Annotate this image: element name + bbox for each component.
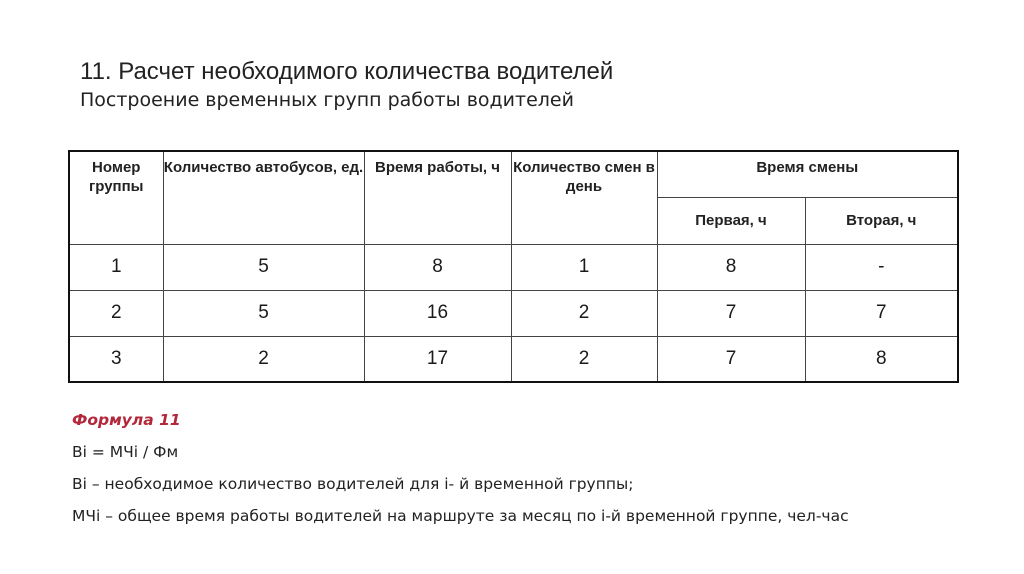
header-shift-time: Время смены — [657, 151, 958, 197]
header-group-number: Номер группы — [69, 151, 163, 244]
table-row — [69, 336, 958, 382]
header-shift-count: Количество смен в день — [511, 151, 657, 244]
header-bus-count: Количество автобусов, ед. — [163, 151, 364, 244]
table-row — [69, 290, 958, 336]
cell-group: 1 — [69, 244, 163, 290]
header-work-time: Время работы, ч — [364, 151, 511, 244]
table-row — [69, 244, 958, 290]
cell-first-shift: 8 — [657, 244, 805, 290]
driver-groups-table — [68, 150, 959, 383]
cell-buses: 2 — [163, 336, 364, 382]
cell-shifts: 2 — [511, 336, 657, 382]
cell-shifts: 1 — [511, 244, 657, 290]
formula-label: Формула 11 — [72, 411, 181, 429]
formula-notes — [72, 409, 849, 537]
cell-second-shift: - — [805, 244, 958, 290]
cell-second-shift: 8 — [805, 336, 958, 382]
cell-shifts: 2 — [511, 290, 657, 336]
formula-expression: Вi = МЧi / Фм — [72, 443, 179, 461]
header-first-shift: Первая, ч — [657, 197, 805, 244]
cell-work-time: 17 — [364, 336, 511, 382]
definition-b: Вi – необходимое количество водителей для i- й временной группы; — [72, 475, 634, 493]
cell-group: 3 — [69, 336, 163, 382]
cell-work-time: 8 — [364, 244, 511, 290]
cell-first-shift: 7 — [657, 336, 805, 382]
cell-work-time: 16 — [364, 290, 511, 336]
cell-buses: 5 — [163, 244, 364, 290]
cell-buses: 5 — [163, 290, 364, 336]
cell-first-shift: 7 — [657, 290, 805, 336]
slide-title: 11. Расчет необходимого количества водителей — [80, 58, 614, 85]
cell-second-shift: 7 — [805, 290, 958, 336]
definition-mch: МЧi – общее время работы водителей на маршруте за месяц по i-й временной группе, чел-час — [72, 507, 849, 525]
header-second-shift: Вторая, ч — [805, 197, 958, 244]
slide-subtitle: Построение временных групп работы водителей — [80, 89, 574, 111]
cell-group: 2 — [69, 290, 163, 336]
